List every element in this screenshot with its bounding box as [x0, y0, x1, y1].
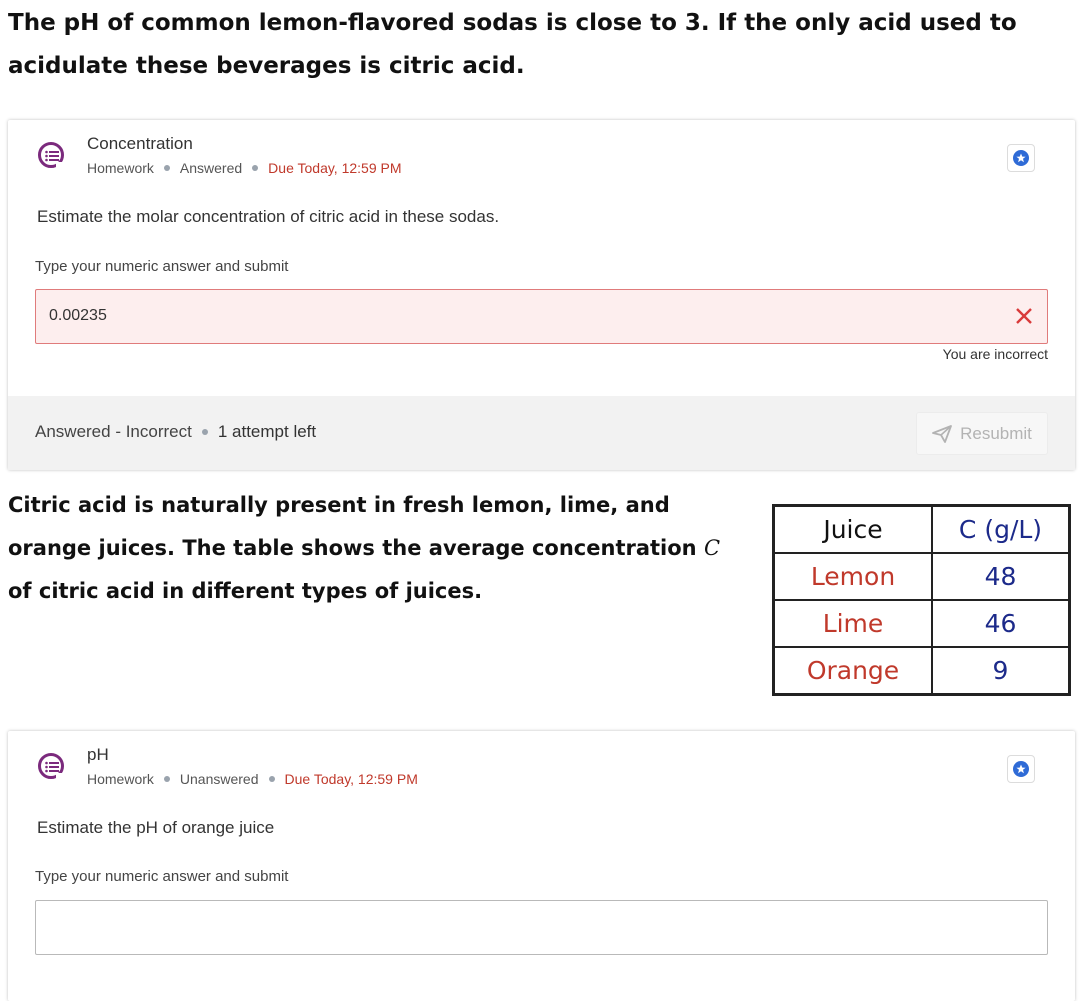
question-footer	[8, 396, 1075, 470]
due-date: Due Today, 12:59 PM	[268, 160, 402, 176]
question-list-icon	[38, 753, 64, 779]
question-list-icon	[38, 142, 64, 168]
citric-acid-table	[772, 504, 1071, 696]
table-row	[774, 553, 1070, 600]
header-concentration: C (g/L)	[932, 506, 1070, 554]
question-title: Concentration	[87, 134, 193, 153]
paragraph-part-1: Citric acid is naturally present in fresh lemon, lime, and orange juices. The table shows the average concentration	[8, 493, 704, 560]
question-prompt: Estimate the molar concentration of citric acid in these sodas.	[37, 207, 500, 226]
answer-hint: Type your numeric answer and submit	[35, 258, 289, 275]
footer-status	[35, 422, 316, 442]
table-header-row	[774, 506, 1070, 554]
separator-dot	[202, 429, 208, 435]
concentration-variable: C	[703, 536, 721, 560]
star-icon	[1013, 150, 1029, 166]
feedback-text: You are incorrect	[942, 346, 1048, 362]
close-icon	[1014, 306, 1034, 326]
question-meta	[87, 160, 402, 176]
question-card-ph	[8, 731, 1075, 1001]
question-title: pH	[87, 745, 109, 764]
resubmit-button[interactable]	[916, 412, 1048, 455]
answer-hint: Type your numeric answer and submit	[35, 868, 289, 885]
answer-status: Answered	[179, 160, 243, 176]
resubmit-label: Resubmit	[960, 423, 1032, 443]
assignment-type: Homework	[87, 160, 154, 176]
answer-input[interactable]	[35, 289, 1048, 344]
separator-dot	[164, 165, 170, 171]
paragraph-part-2: of citric acid in different types of juices.	[8, 579, 483, 603]
problem-intro: The pH of common lemon-flavored sodas is close to 3. If the only acid used to acidulate these beverages is citric acid.	[8, 10, 1017, 79]
juice-name: Lemon	[774, 553, 933, 600]
answer-status: Unanswered	[179, 771, 259, 787]
star-icon	[1013, 761, 1029, 777]
star-button[interactable]	[1007, 144, 1035, 172]
assignment-type: Homework	[87, 771, 154, 787]
separator-dot	[269, 776, 275, 782]
question-prompt: Estimate the pH of orange juice	[37, 818, 275, 837]
star-button[interactable]	[1007, 755, 1035, 783]
juice-name: Orange	[774, 647, 933, 695]
answer-input[interactable]	[35, 900, 1048, 955]
separator-dot	[164, 776, 170, 782]
result-status: Answered - Incorrect	[35, 422, 192, 441]
question-card-concentration	[8, 120, 1075, 470]
due-date: Due Today, 12:59 PM	[284, 771, 418, 787]
table-row	[774, 647, 1070, 695]
juice-concentration: 9	[932, 647, 1070, 695]
answer-value: 0.00235	[49, 307, 107, 324]
table-row	[774, 600, 1070, 647]
paper-plane-icon	[932, 425, 952, 443]
juice-concentration: 46	[932, 600, 1070, 647]
juice-concentration: 48	[932, 553, 1070, 600]
header-juice: Juice	[774, 506, 933, 554]
question-meta	[87, 771, 418, 787]
attempts-left: 1 attempt left	[217, 422, 317, 441]
separator-dot	[252, 165, 258, 171]
juice-name: Lime	[774, 600, 933, 647]
citric-acid-paragraph	[8, 484, 748, 613]
